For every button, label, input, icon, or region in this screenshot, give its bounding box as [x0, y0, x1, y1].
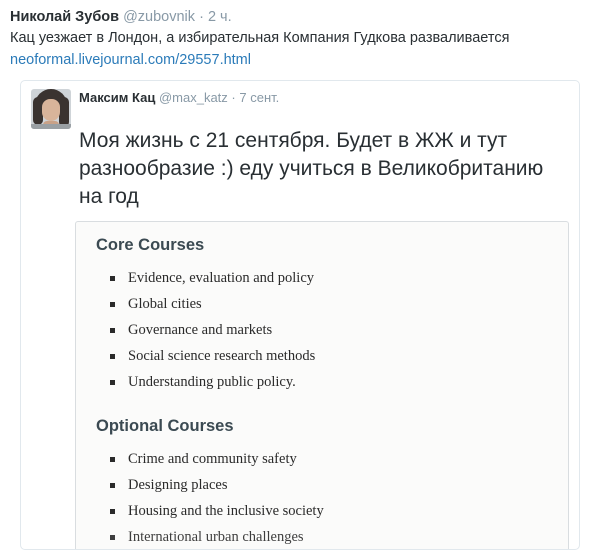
optional-courses-heading: Optional Courses: [96, 417, 234, 435]
tweet-timestamp[interactable]: 2 ч.: [207, 9, 232, 25]
list-item: Designing places: [110, 472, 550, 498]
tweet-link[interactable]: neoformal.livejournal.com/29557.html: [10, 52, 251, 68]
quoted-author-name[interactable]: Максим Кац: [79, 90, 156, 105]
embedded-course-list-image[interactable]: [75, 221, 569, 550]
tweet-header: [10, 8, 590, 26]
avatar-face: [42, 99, 60, 121]
quoted-timestamp[interactable]: 7 сент.: [239, 90, 280, 105]
avatar-hair-right: [59, 97, 69, 127]
quoted-author-handle[interactable]: @max_katz: [158, 90, 228, 105]
quoted-tweet-meta: [79, 89, 279, 106]
tweet-text: Кац уезжает в Лондон, а избирательная Компания Гудкова разваливается: [10, 30, 510, 46]
list-item: Evidence, evaluation and policy: [110, 265, 550, 291]
tweet-author-name[interactable]: Николай Зубов: [10, 9, 120, 25]
avatar[interactable]: [31, 89, 71, 129]
core-courses-heading: Core Courses: [96, 236, 205, 254]
separator: ·: [199, 9, 204, 25]
list-item: Global cities: [110, 291, 550, 317]
quoted-tweet-header: [21, 81, 579, 129]
list-item: Housing and the inclusive society: [110, 498, 550, 524]
list-item: Crime and community safety: [110, 446, 550, 472]
list-item: Governance and markets: [110, 317, 550, 343]
list-item: International urban challenges: [110, 524, 550, 550]
avatar-shoulder: [31, 124, 71, 129]
separator: ·: [231, 90, 236, 105]
quoted-tweet-text: Моя жизнь с 21 сентября. Будет в ЖЖ и тут разнообразие :) еду учиться в Великобританию на год: [79, 129, 544, 208]
list-item: Social science research methods: [110, 343, 550, 369]
tweet-author-handle[interactable]: @zubovnik: [123, 9, 196, 25]
core-courses-list: [94, 265, 550, 395]
quoted-tweet-card[interactable]: [20, 80, 580, 550]
list-item: Understanding public policy.: [110, 369, 550, 395]
optional-courses-list: [94, 446, 550, 550]
